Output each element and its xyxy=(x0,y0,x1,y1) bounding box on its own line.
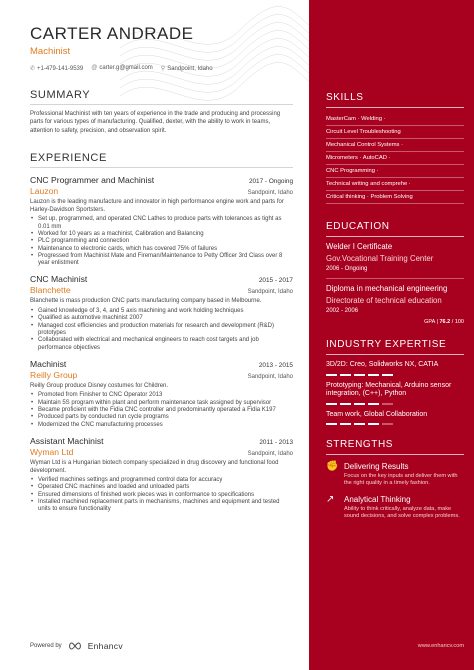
job-bullet: • Collaborated with electrical and mechanical engineers to reach cost targets and job performance objectives xyxy=(30,337,293,352)
job-date: 2013 - 2015 xyxy=(258,361,293,369)
expertise-level-bar xyxy=(326,374,464,376)
job-bullet: • Became proficient with the Fidia CNC controller and predominantly operated a Fidia K197 xyxy=(30,407,293,414)
education-heading: EDUCATION xyxy=(326,221,464,237)
company-description: Blanchette is mass production CNC parts manufacturing company based in Melbourne. xyxy=(30,298,262,305)
level-segment xyxy=(368,403,379,405)
job-bullet: • Set up, programmed, and operated CNC Lathes to produce parts with tolerances as tight as 0.01 mm xyxy=(30,216,293,231)
email-item[interactable] xyxy=(91,65,153,72)
job-bullets xyxy=(30,216,293,267)
company-name: Lauzon xyxy=(30,186,59,197)
skill-item: MasterCam · Welding · xyxy=(326,113,464,126)
expertise-item xyxy=(326,382,464,405)
job-bullet: • Verified machines settings and programmed control data for accuracy xyxy=(30,477,293,484)
level-segment xyxy=(382,374,393,376)
company-name: Wyman Ltd xyxy=(30,446,74,457)
company-description: Lauzon is the leading manufacture and innovator in high performance engine work and parts for Harley-Davidson Sportsters. xyxy=(30,199,284,213)
job-bullet: • Produced parts by conducted run cycle programs xyxy=(30,414,293,421)
footer-url[interactable]: www.enhancv.com xyxy=(417,643,464,649)
job-bullet: • Gained knowledge of 3, 4, and 5 axis machining and work holding techniques xyxy=(30,308,293,315)
level-segment xyxy=(340,423,351,425)
job-entry xyxy=(30,175,293,267)
job-title: Assistant Machinist xyxy=(30,435,104,446)
at-icon: @ xyxy=(91,65,98,71)
level-segment xyxy=(382,403,393,405)
job-entry xyxy=(30,274,293,351)
level-segment xyxy=(326,423,337,425)
enhancv-logo-icon xyxy=(68,642,82,650)
job-bullet: • Ensured dimensions of finished work pieces was in conformance to specifications xyxy=(30,492,293,499)
job-bullets xyxy=(30,308,293,352)
expertise-text: Prototyping: Mechanical, Arduino sensor integration, (C++), Python xyxy=(326,381,452,398)
phone-icon: ✆ xyxy=(30,66,36,72)
experience-heading: EXPERIENCE xyxy=(30,152,293,168)
job-entry xyxy=(30,359,293,429)
job-bullet: • Installed machined replacement parts in mechanisms, machines and equipment and tested units to ensure functionality xyxy=(30,499,293,514)
job-bullet: • Modernized the CNC manufacturing processes xyxy=(30,422,293,429)
strength-item xyxy=(326,462,464,488)
phone-text: +1-479-141-9539 xyxy=(37,66,84,72)
expertise-level-bar xyxy=(326,403,464,405)
company-name: Reilly Group xyxy=(30,369,78,380)
skill-item: Mechanical Control Systems · xyxy=(326,139,464,152)
job-title: CNC Machinist xyxy=(30,274,88,285)
job-bullet: • Operated CNC machines and loaded and unloaded parts xyxy=(30,484,293,491)
job-date: 2015 - 2017 xyxy=(258,277,293,285)
trend-icon: ↗ xyxy=(326,493,335,505)
summary-text: Professional Machinist with ten years of experience in the trade and producing and processing parts for various types of manufacturing. Qualified, dexter, with the ability to work in teams, attention to safety, precision, and observation spirit. xyxy=(30,111,281,134)
job-bullet: • Maintain 5S program within plant and perform maintenance task assigned by supervisor xyxy=(30,400,293,407)
job-bullet: • PLC programming and connection xyxy=(30,238,293,245)
skill-item: Technical writing and comprehe · xyxy=(326,178,464,191)
edu-school: Directorate of technical education xyxy=(326,295,442,305)
brand-name: Enhancv xyxy=(87,641,123,651)
strength-desc: Ability to think critically, analyze data, make sound decisions, and solve complex problems. xyxy=(344,505,460,520)
location-pin-icon: ⚲ xyxy=(160,66,166,72)
skills-heading: SKILLS xyxy=(326,92,464,108)
phone-item[interactable] xyxy=(30,65,83,72)
skill-item: Micrometers · AutoCAD · xyxy=(326,152,464,165)
job-bullets xyxy=(30,477,293,513)
edu-school: Gov.Vocational Training Center xyxy=(326,253,434,263)
powered-by-text: Powered by xyxy=(30,643,62,649)
strength-desc: Focus on the key inputs and deliver them with the right quality in a timely fashion. xyxy=(344,473,458,487)
level-segment xyxy=(340,403,351,405)
contact-row xyxy=(30,65,293,72)
job-bullet: • Progressed from Machinist Mate and Fireman/Maintenance to Petty Officer 3rd Class over 8 year enlistment xyxy=(30,253,293,268)
expertise-text: Team work, Global Collaboration xyxy=(326,410,428,418)
edu-degree: Diploma in mechanical engineering xyxy=(326,284,448,294)
job-bullet: • Maintenance to electronic cards, which has covered 75% of failures xyxy=(30,246,293,253)
strengths-heading: STRENGTHS xyxy=(326,439,464,455)
edu-degree: Welder I Certificate xyxy=(326,242,393,251)
skill-item: Circuit Level Troubleshooting xyxy=(326,126,464,139)
level-segment xyxy=(368,423,379,425)
industry-heading: INDUSTRY EXPERTISE xyxy=(326,339,464,355)
experience-list xyxy=(30,175,293,513)
location-item xyxy=(161,65,213,72)
level-segment xyxy=(354,423,365,425)
level-segment xyxy=(340,374,351,376)
skill-item: CNC Programming · xyxy=(326,165,464,178)
job-date: 2017 - Ongoing xyxy=(248,178,293,186)
level-segment xyxy=(354,403,365,405)
job-bullet: • Worked for 10 years as a machinist, Calibration and Balancing xyxy=(30,231,293,238)
level-segment xyxy=(368,374,379,376)
education-entry xyxy=(326,284,464,325)
gpa: GPA | 76.2 / 100 xyxy=(424,319,464,326)
company-description: Reilly Group produce Disney costumes for Children. xyxy=(30,382,169,389)
company-description: Wyman Ltd is a Hungarian biotech company specialized in drug discovery and functional food development. xyxy=(30,459,279,474)
candidate-name: CARTER ANDRADE xyxy=(30,24,194,43)
gpa-max: 100 xyxy=(454,319,464,326)
gpa-value: 76.2 xyxy=(439,319,451,326)
job-location: Sandpoint, Idaho xyxy=(247,450,293,457)
summary-heading: SUMMARY xyxy=(30,89,293,105)
level-segment xyxy=(326,403,337,405)
skills-list xyxy=(326,113,464,204)
job-bullet: • Promoted from Finisher to CNC Operator 2013 xyxy=(30,392,293,399)
job-bullet: • Managed cost efficiencies and production materials for research and development (R&D) prototypes xyxy=(30,323,293,338)
skill-item: Critical thinking · Problem Solving xyxy=(326,191,464,204)
handshake-icon: ✊ xyxy=(326,461,339,472)
expertise-item xyxy=(326,361,464,375)
footer-powered-by xyxy=(30,641,123,651)
level-segment xyxy=(382,423,393,425)
expertise-level-bar xyxy=(326,423,464,425)
email-text: carter.g@gmail.com xyxy=(99,65,153,71)
sidebar xyxy=(309,0,474,670)
job-location: Sandpoint, Idaho xyxy=(247,289,293,296)
job-date: 2011 - 2013 xyxy=(259,438,293,446)
job-entry xyxy=(30,436,293,514)
level-segment xyxy=(354,374,365,376)
expertise-item xyxy=(326,411,464,425)
job-bullet: • Qualified as automotive machinist 2007 xyxy=(30,315,293,322)
candidate-title: Machinist xyxy=(30,46,71,57)
expertise-text: 3D/2D: Creo, Solidworks NX, CATIA xyxy=(326,361,439,369)
location-text: Sandpoint, Idaho xyxy=(167,66,213,72)
strength-item xyxy=(326,495,464,521)
divider xyxy=(326,278,464,279)
company-name: Blanchette xyxy=(30,285,71,296)
strength-title: Delivering Results xyxy=(344,462,409,471)
job-title: Machinist xyxy=(30,358,67,369)
job-location: Sandpoint, Idaho xyxy=(247,190,293,197)
edu-date: 2006 - Ongoing xyxy=(326,266,368,273)
edu-date: 2002 - 2006 xyxy=(326,308,359,315)
job-location: Sandpoint, Idaho xyxy=(247,373,293,380)
gpa-label: GPA xyxy=(424,319,435,326)
education-entry xyxy=(326,242,464,279)
level-segment xyxy=(326,374,337,376)
job-bullets xyxy=(30,392,293,428)
strength-title: Analytical Thinking xyxy=(344,494,411,504)
job-title: CNC Programmer and Machinist xyxy=(30,175,155,186)
